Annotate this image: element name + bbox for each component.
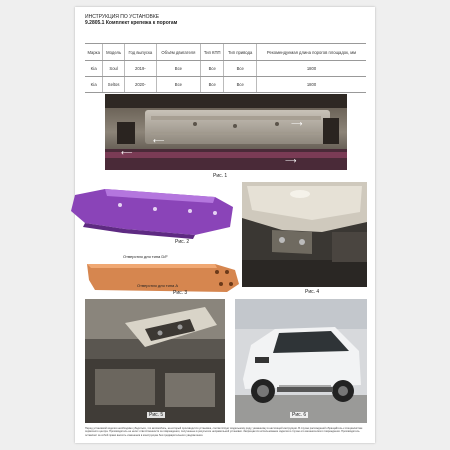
col-gearbox: Тип КПП <box>200 44 223 61</box>
figure-4-photo <box>242 182 367 287</box>
cell: Все <box>156 77 200 93</box>
underbody-mount-illustration <box>242 182 367 287</box>
figure-3-bracket-illustration <box>85 260 245 294</box>
figure-2-caption: Рис. 2 <box>175 239 190 245</box>
cell: Kia <box>85 77 103 93</box>
cell: Все <box>200 61 223 77</box>
car-with-side-steps-illustration <box>235 299 367 423</box>
underbody-sill-illustration <box>105 94 347 170</box>
page-header <box>85 14 177 26</box>
cell: Kia <box>85 61 103 77</box>
cell: Soul <box>103 61 125 77</box>
figure-2-bracket-illustration <box>65 183 235 243</box>
figure-3-caption: Рис. 3 <box>173 290 188 296</box>
cell: 1800 <box>256 77 366 93</box>
col-engine: Объём двигателя <box>156 44 200 61</box>
cell: 1800 <box>256 61 366 77</box>
cell: 2019- <box>124 61 156 77</box>
cell: 2020- <box>124 77 156 93</box>
cell: Все <box>224 61 257 77</box>
cell: Seltos <box>103 77 125 93</box>
col-make: Марка <box>85 44 103 61</box>
col-model: Модель <box>103 44 125 61</box>
figure-5-caption: Рис. 5 <box>149 412 164 418</box>
col-drive: Тип привода <box>224 44 257 61</box>
table-header-row <box>85 44 366 61</box>
vehicle-spec-table <box>85 43 366 93</box>
figure-5-photo <box>85 299 225 423</box>
cell: Все <box>156 61 200 77</box>
arrow-icon: ⟵ <box>121 148 133 157</box>
col-year: Год выпуска <box>124 44 156 61</box>
header-subtitle: 9.2805.1 Комплект крепежа к порогам <box>85 20 178 26</box>
header-title: ИНСТРУКЦИЯ ПО УСТАНОВКЕ <box>85 14 160 20</box>
figure-1-photo <box>105 94 347 170</box>
figure-4-caption: Рис. 4 <box>305 289 320 295</box>
figure-6-caption: Рис. 6 <box>292 412 307 418</box>
table-row <box>85 77 366 93</box>
figure-6-photo <box>235 299 367 423</box>
figure-1-caption: Рис. 1 <box>213 173 228 179</box>
arrow-icon: ⟶ <box>285 156 297 165</box>
col-length: Рекомендуемая длина порогов площадок, мм <box>256 44 366 61</box>
bracket-closeup-illustration <box>85 299 225 423</box>
table-row <box>85 61 366 77</box>
instruction-page <box>75 7 375 443</box>
footer-disclaimer: Перед установкой изделия необходимо убедиться, что автомобиль, на который производится установка, соответствует модельному ряду, указанному в настоящей инструкции. В случае расхождений обращайтесь к специалистам сервисного центра. Производитель не несет ответственности за повреждения, полученные в результате неправильной установки. Запрещается использование изделия в случае его механического повреждения. Производитель оставляет за собой право вносить изменения в конструкцию без предварительного уведомления. <box>85 427 363 437</box>
cell: Все <box>200 77 223 93</box>
arrow-icon: ⟵ <box>153 136 165 145</box>
hole-label-a: Отверстия для типа A <box>137 283 178 288</box>
hole-label-df: Отверстия для типа D/F <box>123 254 168 259</box>
arrow-icon: ⟶ <box>291 119 303 128</box>
cell: Все <box>224 77 257 93</box>
